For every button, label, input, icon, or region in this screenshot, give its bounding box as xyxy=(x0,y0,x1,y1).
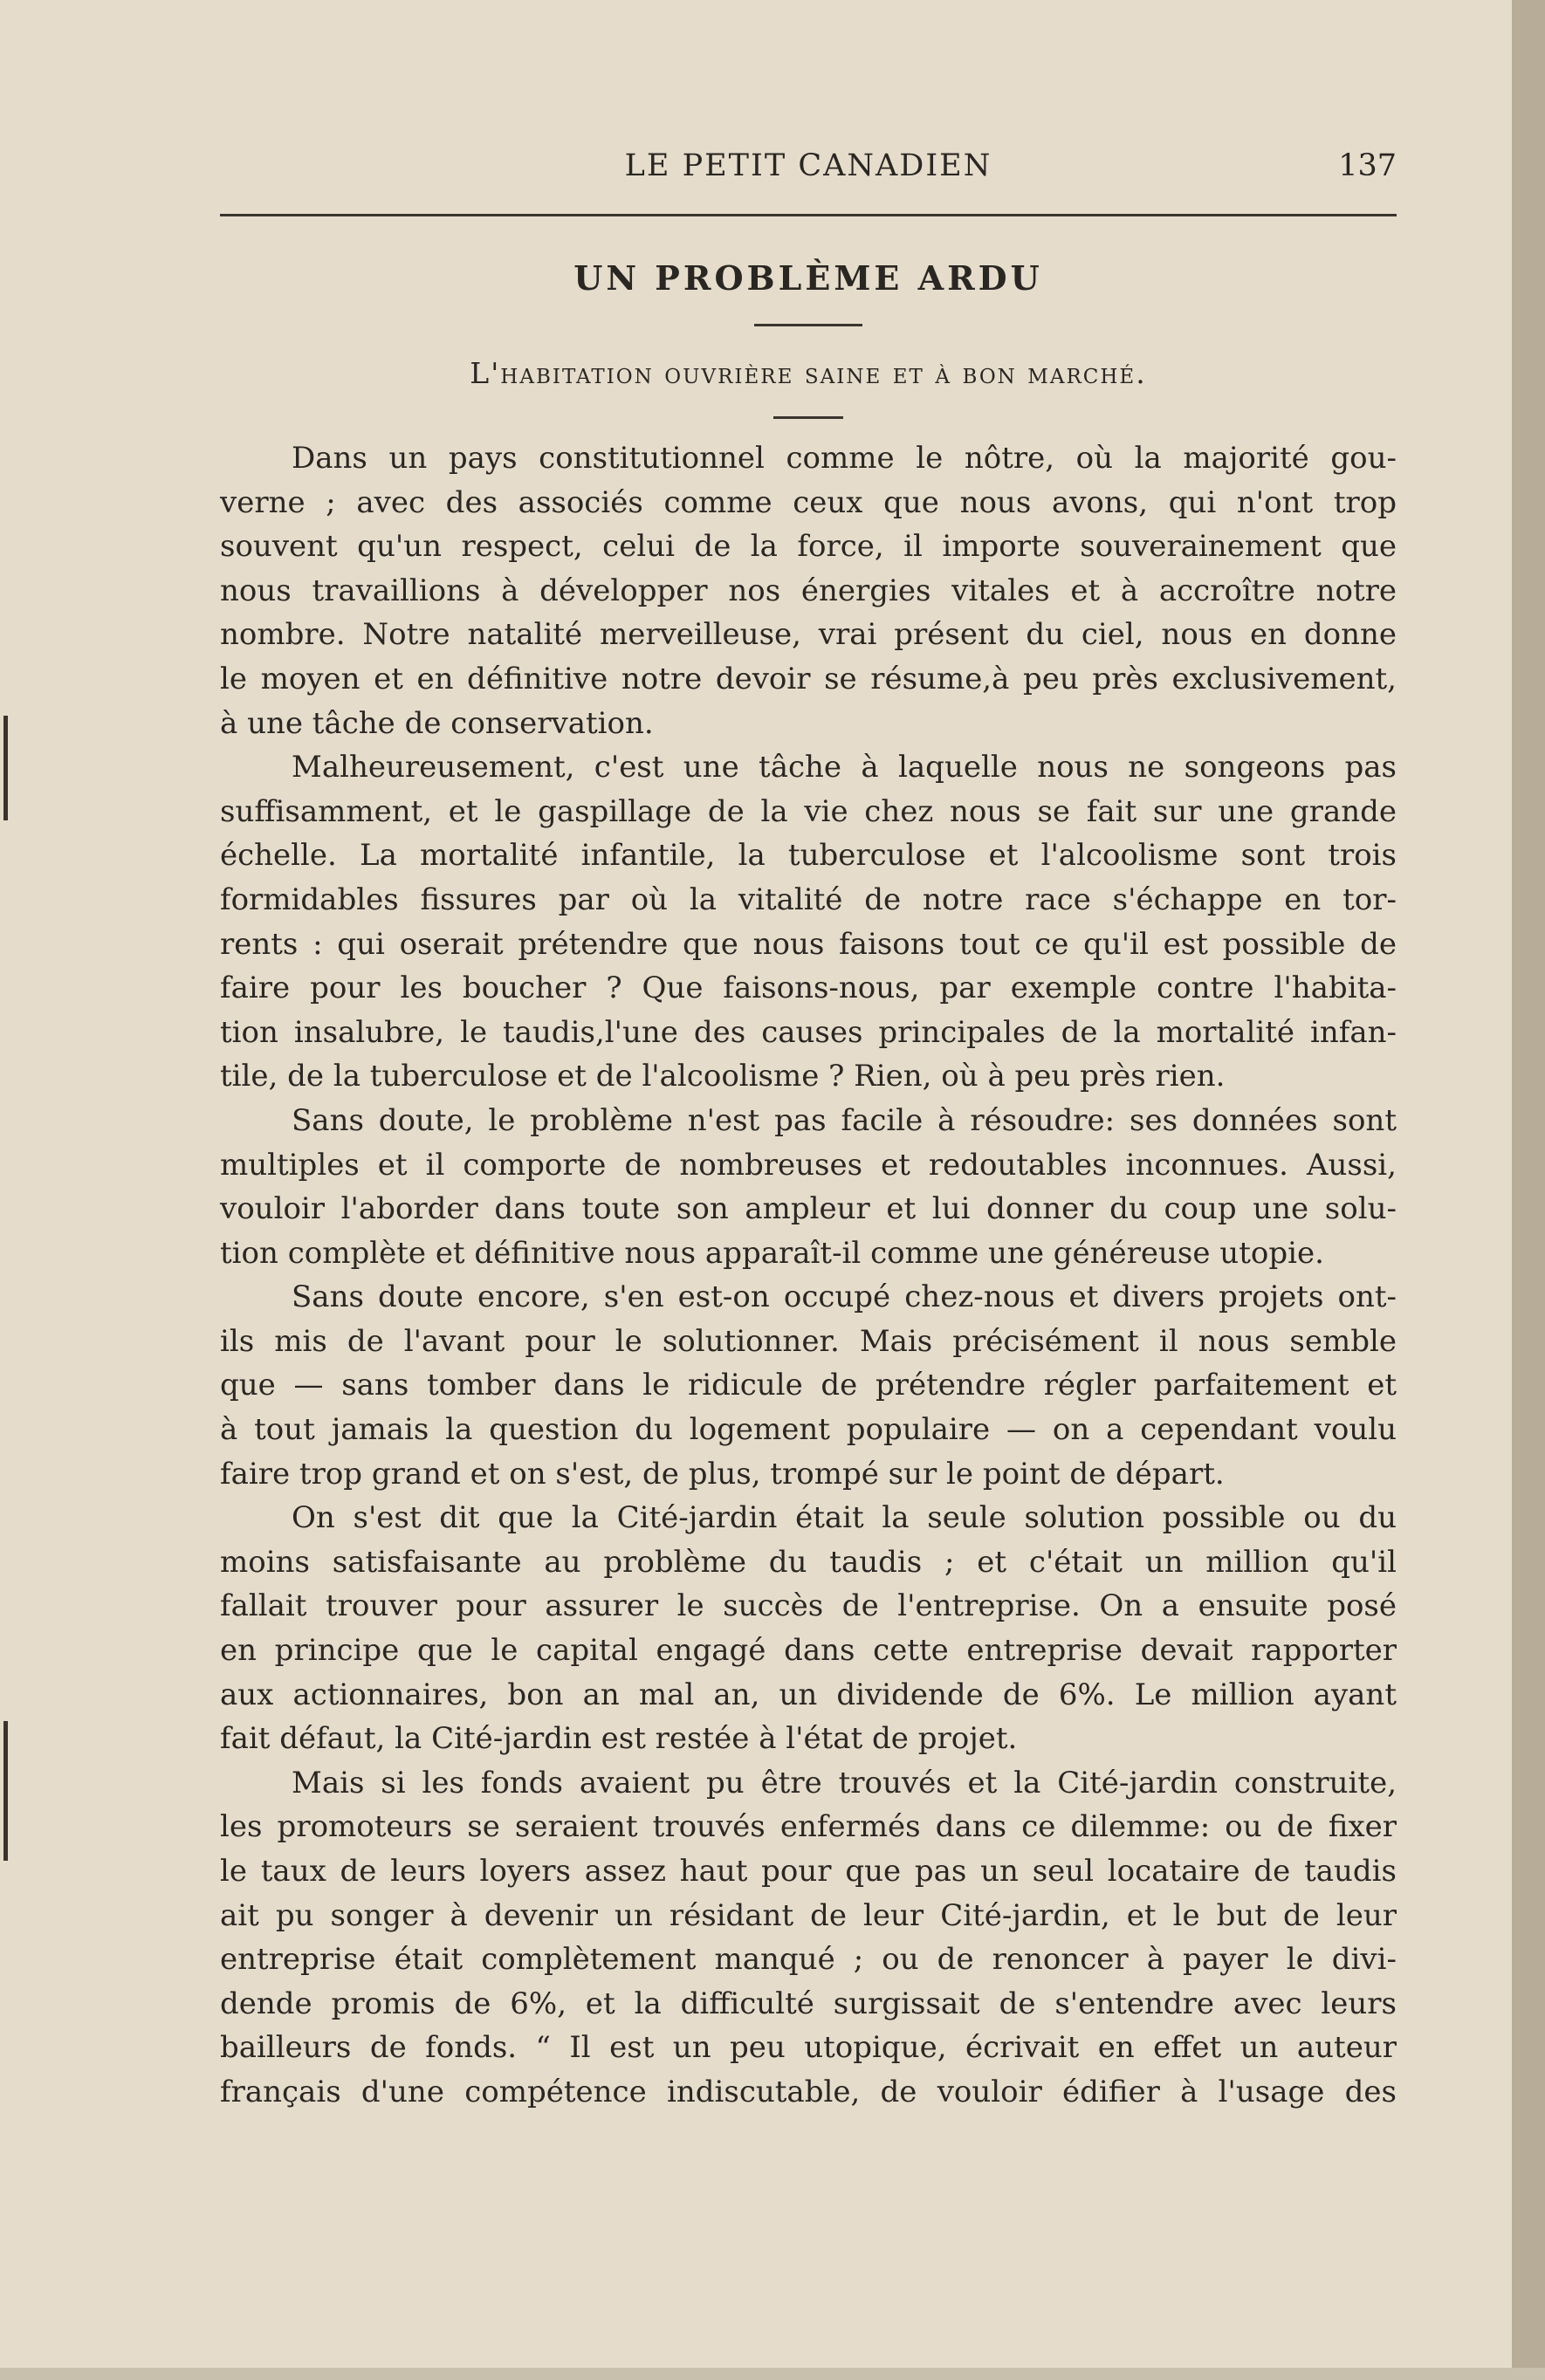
text-line: moins satisfaisante au problème du taudis ; et c'était un million qu'il xyxy=(220,1544,1397,1580)
text-line: entreprise était complètement manqué ; ou de renoncer à payer le divi- xyxy=(220,1942,1397,1978)
text-line: Sans doute, le problème n'est pas facile à résoudre: ses données sont xyxy=(292,1102,1397,1138)
text-line: tion complète et définitive nous apparaît-il comme une généreuse utopie. xyxy=(220,1235,1324,1271)
article-body xyxy=(220,436,1397,2115)
text-line: vouloir l'aborder dans toute son ampleur et lui donner du coup une solu- xyxy=(220,1191,1397,1227)
page-edge-bottom xyxy=(0,2368,1545,2380)
running-title: LE PETIT CANADIEN xyxy=(624,148,992,183)
text-line: nous travaillions à développer nos énergies vitales et à accroître notre xyxy=(220,573,1397,608)
text-line: Sans doute encore, s'en est-on occupé chez-nous et divers projets ont- xyxy=(292,1279,1397,1315)
binding-mark xyxy=(3,1721,8,1861)
text-line: multiples et il comporte de nombreuses et redoutables inconnues. Aussi, xyxy=(220,1147,1397,1183)
text-line: le taux de leurs loyers assez haut pour que pas un seul locataire de taudis xyxy=(220,1854,1397,1889)
text-line: les promoteurs se seraient trouvés enfermés dans ce dilemme: ou de fixer xyxy=(220,1809,1397,1845)
text-line: que — sans tomber dans le ridicule de prétendre régler parfaitement et xyxy=(220,1368,1397,1403)
text-line: ait pu songer à devenir un résidant de leur Cité-jardin, et le but de leur xyxy=(220,1897,1397,1933)
running-header xyxy=(220,148,1397,192)
text-line: tile, de la tuberculose et de l'alcoolisme ? Rien, où à peu près rien. xyxy=(220,1059,1226,1094)
text-line: en principe que le capital engagé dans cette entreprise devait rapporter xyxy=(220,1633,1397,1669)
text-line: tion insalubre, le taudis,l'une des causes principales de la mortalité infan- xyxy=(220,1014,1397,1050)
text-line: verne ; avec des associés comme ceux que nous avons, qui n'ont trop xyxy=(220,484,1397,520)
text-line: échelle. La mortalité infantile, la tuberculose et l'alcoolisme sont trois xyxy=(220,838,1397,874)
text-line: faire trop grand et on s'est, de plus, trompé sur le point de départ. xyxy=(220,1456,1225,1492)
text-line: le moyen et en définitive notre devoir se résume,à peu près exclusivement, xyxy=(220,661,1397,696)
text-line: ils mis de l'avant pour le solutionner. Mais précisément il nous semble xyxy=(220,1323,1397,1359)
text-line: suffisamment, et le gaspillage de la vie chez nous se fait sur une grande xyxy=(220,793,1397,829)
page-number: 137 xyxy=(1338,148,1397,183)
text-line: Malheureusement, c'est une tâche à laquelle nous ne songeons pas xyxy=(292,750,1397,785)
text-line: souvent qu'un respect, celui de la force, il importe souverainement que xyxy=(220,529,1397,565)
article-subtitle: L'habitation ouvrière saine et à bon marché. xyxy=(470,356,1147,390)
text-line: formidables fissures par où la vitalité de notre race s'échappe en tor- xyxy=(220,881,1397,917)
text-line: Mais si les fonds avaient pu être trouvés et la Cité-jardin construite, xyxy=(292,1765,1397,1800)
binding-mark xyxy=(3,716,8,820)
text-line: bailleurs de fonds. “ Il est un peu utopique, écrivait en effet un auteur xyxy=(220,2030,1397,2066)
page-edge-right xyxy=(1512,0,1545,2380)
text-line: fallait trouver pour assurer le succès de l'entreprise. On a ensuite posé xyxy=(220,1588,1397,1624)
text-line: nombre. Notre natalité merveilleuse, vrai présent du ciel, nous en donne xyxy=(220,617,1397,653)
text-line: On s'est dit que la Cité-jardin était la seule solution possible ou du xyxy=(292,1500,1397,1536)
text-line: aux actionnaires, bon an mal an, un dividende de 6%. Le million ayant xyxy=(220,1677,1397,1712)
text-line: fait défaut, la Cité-jardin est restée à l'état de projet. xyxy=(220,1721,1018,1757)
text-line: dende promis de 6%, et la difficulté surgissait de s'entendre avec leurs xyxy=(220,1986,1397,2021)
text-line: à tout jamais la question du logement populaire — on a cependant voulu xyxy=(220,1412,1397,1448)
text-line: à une tâche de conservation. xyxy=(220,705,654,741)
subtitle-rule xyxy=(773,416,843,419)
title-rule xyxy=(754,324,862,326)
text-line: Dans un pays constitutionnel comme le nôtre, où la majorité gou- xyxy=(292,441,1397,476)
article-title: UN PROBLÈME ARDU xyxy=(573,258,1043,298)
text-line: français d'une compétence indiscutable, de vouloir édifier à l'usage des xyxy=(220,2074,1397,2109)
text-line: faire pour les boucher ? Que faisons-nous, par exemple contre l'habita- xyxy=(220,971,1397,1006)
header-rule xyxy=(220,214,1397,216)
text-line: rents : qui oserait prétendre que nous faisons tout ce qu'il est possible de xyxy=(220,926,1397,962)
